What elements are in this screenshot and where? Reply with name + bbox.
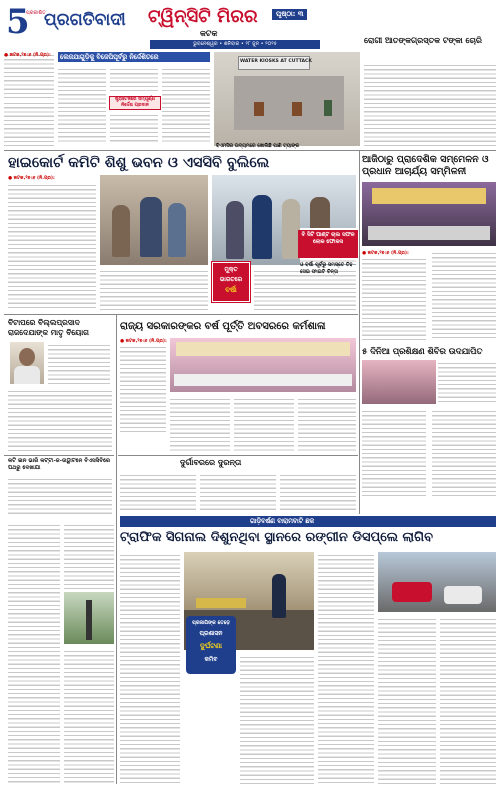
section-strip-title: ଗାଡ଼ିବର୍ଷଣ ବାରାମବାଟି ଛକ	[250, 517, 315, 525]
workshop-headline: ୫ ଦିନିଆ ପ୍ରଶିକ୍ଷଣ ଶିବିର ଉଦଯାପିତ	[362, 346, 483, 356]
person-silhouette	[168, 203, 186, 257]
city-name: କଟକ	[200, 29, 218, 38]
durga-col-1	[120, 472, 196, 512]
paper-name: ପ୍ରଗତିବାଦୀ	[44, 10, 126, 30]
story-column-top-mid-2	[110, 66, 158, 94]
person-silhouette	[112, 205, 130, 257]
person-silhouette	[226, 201, 244, 259]
obituary-col-body	[8, 388, 112, 452]
workshop-col-3	[432, 408, 496, 498]
obituary-col-side	[48, 342, 110, 384]
dateline-c: ● କଟକ,୨୭।୬ (ନି.ପ୍ର):	[362, 251, 409, 256]
badge-line-2: ଭାରତରେ	[219, 276, 243, 283]
traffic-col-4	[378, 616, 436, 784]
durga-headline: ଦୁର୍ଗାବରରେ ଦୁରନ୍ତା	[180, 458, 242, 467]
top-left-headline: ଲେଜଯାଗୁଡ଼ିକୁ ବିଜେପିପୂର୍ବରୁ ନିର୍ଦ୍ଦେଶିତରେ	[60, 53, 159, 61]
vehicle	[392, 582, 432, 602]
portrait-face	[19, 348, 35, 366]
right-mid-headline: ଆଜିଠାରୁ ପ୍ରାଦେଶିକ ସମ୍ମେଳନ ଓ ପ୍ରଧାନ ଆଚାର୍ଯ୍ୟ ସମ୍ମିଳନୀ	[362, 154, 489, 177]
obituary-portrait	[10, 342, 44, 384]
photo-caption: ବିଏମସିର ଉଦ୍ୟମରେ ଖୋଲିଛି ପାଣି ଟ୍ୟାଙ୍କ	[216, 144, 300, 149]
left-bottom-col-4	[64, 648, 114, 784]
divider-left-bottom	[4, 455, 114, 456]
person-silhouette	[272, 574, 286, 618]
traffic-col-3	[318, 552, 374, 784]
right-top-headline: ରୋଗୀ ଆତଙ୍କଗ୍ରସ୍ତକ ଟଙ୍କା ଚୋରି	[364, 36, 482, 45]
story-column-top-mid-3	[110, 112, 158, 144]
stage-banner	[372, 188, 486, 204]
supplement-name: ଟ୍ୱିନ୍‌ସିଟି ମିରର	[148, 6, 258, 27]
traffic-col-5	[440, 616, 496, 784]
state-govt-col-4	[298, 396, 356, 452]
state-govt-col-2	[170, 396, 230, 452]
traffic-badge-line-4: କମିବ	[204, 656, 218, 663]
badge-line-3: ବର୍ଷା	[225, 286, 237, 294]
person-silhouette	[252, 195, 272, 259]
column-rule	[116, 314, 117, 784]
logo-anniversary	[6, 4, 46, 44]
stage-table	[368, 226, 490, 240]
state-govt-headline: ରାଜ୍ୟ ସରକାରଙ୍କର ବର୍ଷ ପୂର୍ତ୍ତି ଅବସରରେ କର୍ମଶାଳା	[120, 321, 326, 332]
story-column-top-left-2	[4, 100, 54, 146]
column-rule	[359, 150, 360, 514]
signal-pole	[86, 600, 92, 640]
main-story-col-2	[100, 268, 208, 310]
kiosk-tap-2	[292, 102, 302, 116]
dais	[174, 374, 352, 386]
left-bottom-col-2	[8, 522, 60, 784]
workshop-photo	[362, 360, 436, 404]
person-silhouette	[140, 197, 162, 257]
page-label: ପୃଷ୍ଠା: ୩	[272, 9, 307, 20]
traffic-headline: ଟ୍ରାଫିକ ସିଗନାଲ ଦିଶୁନଥିବା ସ୍ଥାନରେ ରଙ୍ଗୀନ ଡିସପ୍ଲେ ଲାଗିବ	[120, 530, 433, 545]
signal-photo-small	[64, 592, 114, 644]
box-headline: ବି ସିଟି ପାଣ୍ଟ ଚାଲ ସଫଳ ଲୋକ ଫୋକସ	[301, 232, 355, 245]
traffic-col-2	[240, 654, 314, 784]
water-kiosk-photo	[214, 52, 360, 146]
state-govt-photo	[170, 338, 356, 392]
left-bottom-col-3	[64, 522, 114, 590]
vehicle	[444, 586, 482, 604]
divider-top	[4, 150, 496, 151]
banner-strip	[176, 342, 350, 356]
dateline-d: ● କଟକ,୨୭।୬ (ନି.ପ୍ର):	[120, 339, 167, 344]
workshop-col-1	[438, 360, 496, 404]
portrait-body	[14, 366, 40, 384]
barrier	[196, 598, 246, 608]
badge-line-1: ମୁକ୍ତ	[224, 266, 238, 273]
state-govt-col-1	[120, 344, 166, 434]
right-mid-col-1	[362, 256, 426, 340]
dateline-a: ● କଟକ,୨୭।୬ (ନି.ପ୍ର):	[4, 53, 51, 58]
traffic-badge-line-1: ପ୍ରଜାଗିଙ୍କ ତେଡ଼େ	[192, 620, 230, 626]
state-govt-col-3	[234, 396, 294, 452]
top-left-subhead: ଷ୍ଟ୍ରାଟେଜିରେ ସମ୍ପୂର୍ଣ୍ଣ ନିର୍ଦ୍ଦେଶ ପ୍ରଦାନ	[115, 97, 155, 108]
kiosk-tap-1	[254, 102, 264, 116]
traffic-photo-right	[378, 552, 496, 612]
durga-col-3	[280, 472, 356, 512]
divider-mid	[4, 314, 358, 315]
divider-durga	[118, 455, 358, 456]
traffic-badge-line-2: ପ୍ରଶାସନ	[199, 630, 223, 637]
conference-photo	[362, 182, 496, 246]
main-photo-1	[100, 175, 208, 265]
story-column-top-mid-4	[162, 66, 210, 144]
traffic-badge-line-3: ଦୁର୍ଘଟଣା	[200, 642, 222, 650]
right-mid-col-2	[432, 250, 496, 340]
kiosk-sign-text: WATER KIOSKS AT CUTTACK	[240, 59, 312, 64]
durga-col-2	[200, 472, 276, 512]
dateline-b: ● କଟକ,୨୭।୬ (ନି.ପ୍ର):	[8, 176, 55, 181]
main-headline: ହାଇକୋର୍ଟ କମିଟି ଶିଶୁ ଭବନ ଓ ଏସସିବି ବୁଲିଲେ	[8, 155, 270, 171]
story-column-top-mid-1	[58, 66, 106, 142]
workshop-col-2	[362, 408, 426, 498]
logo-caption: ପ୍ରକାଶିତ	[26, 10, 46, 16]
date-line: ଭୁବନେଶ୍ୱର • ଶନିବାର • ୨୮ ଜୁନ • ୨୦୨୫	[150, 40, 320, 49]
kiosk-tap-3	[324, 100, 332, 116]
traffic-col-1	[120, 552, 180, 784]
obituary-headline: ବିଟାପରେ ବିଲ୍ଲପ୍ରସାଦ ରାଜଦେଯାଙ୍କ ମାତୃ ବିୟୋଗ	[8, 318, 90, 337]
main-story-col-1	[8, 182, 96, 310]
left-bottom-headline: କଟି ଇନ ଭାରି କଟ୍ଟା-ଜ-ଉଦ୍ଘାଟନେ ବିଏସସିବିରେ ପଥରୁ ଦେଖାଯା	[8, 458, 111, 472]
box-subhead: ଓ ବର୍ଷା ପୂର୍ବରୁ ସମସ୍ତେ ତିହ ସେଇ ଫାଇଟି ଚିନ୍ତା	[300, 262, 353, 275]
story-column-right-top	[364, 62, 496, 146]
left-bottom-col	[8, 476, 112, 516]
logo-number: 5	[6, 2, 30, 42]
